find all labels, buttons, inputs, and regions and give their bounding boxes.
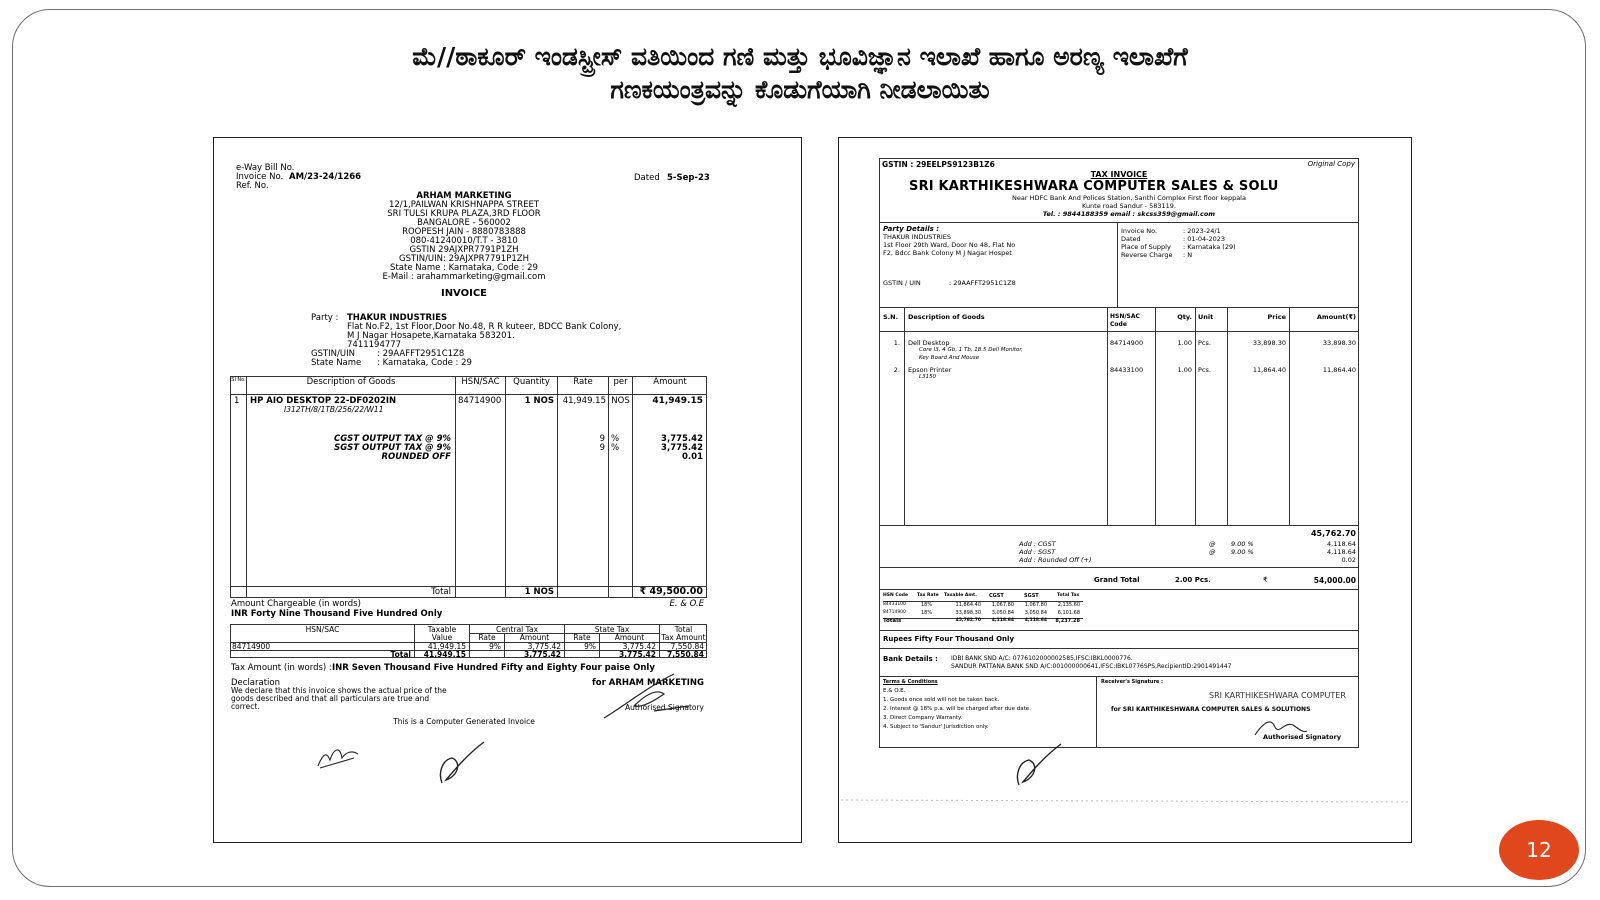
item-hsn: 84714900 (458, 396, 502, 406)
meta-place: : Karnataka (29) (1183, 243, 1236, 251)
tax-total-state: 3,775.42 (618, 650, 656, 659)
party-details-label: Party Details : (883, 225, 940, 233)
meta-label-invoice-no: Invoice No. (1121, 227, 1158, 235)
item-amount: 41,949.15 (652, 396, 703, 406)
item-rate: 41,949.15 (562, 396, 606, 406)
col-rule (1195, 307, 1196, 525)
add-sgst-label: Add : SGST (1019, 548, 1056, 556)
eway-bill-label: e-Way Bill No. (236, 163, 295, 173)
dated-label: Dated (634, 173, 660, 183)
proprietor-signature (1249, 713, 1309, 743)
tax-row-rate: 18% (921, 602, 933, 608)
terms-item: 1. Goods once sold will not be taken back. (883, 697, 1000, 703)
item-hsn: 84714900 (1110, 339, 1144, 347)
declaration-text: We declare that this invoice shows the actual price of the (231, 686, 447, 695)
seller-line: GSTIN/UIN: 29AJXPR7791P1ZH (399, 254, 529, 264)
col-header-per: per (613, 377, 628, 387)
item-per: NOS (611, 396, 630, 406)
initials-signature (314, 738, 364, 773)
tax-row-state-rate: 9% (584, 642, 596, 651)
col-header-hsn: HSN/SAC (461, 377, 500, 387)
party-address: F2, Bdcc Bank Colony M J Nagar Hospet (883, 249, 1012, 257)
tax-row-taxable: 33,898.30 (955, 610, 981, 616)
cgst-amount: 3,775.42 (661, 434, 703, 444)
party-name: THAKUR INDUSTRIES (347, 313, 448, 323)
sgst-label: SGST OUTPUT TAX @ 9% (334, 443, 451, 453)
meta-dated: : 01-04-2023 (1183, 235, 1226, 243)
tax-row-hsn: 84433100 (883, 602, 906, 607)
tax-total-amount: 8,237.28 (1055, 618, 1080, 624)
col-header-price: Price (1267, 313, 1286, 321)
receiver-signature-label: Receiver's Signature : (1101, 679, 1164, 685)
bank-line: SANDUR PATTANA BANK SND A/C:001000000641,IFSC:IBKL0776SPS,RecipientID:2901491447 (951, 663, 1232, 670)
col-header-quantity: Quantity (513, 377, 550, 387)
terms-divider (1096, 676, 1097, 748)
tax-total-taxable: 41,949.15 (423, 650, 466, 659)
seller-line: ROOPESH JAIN - 8880783888 (402, 227, 526, 237)
item-spec: I312TH/8/1TB/256/22/W11 (284, 405, 384, 414)
seller-name: ARHAM MARKETING (416, 191, 512, 201)
item-unit: Pcs. (1198, 339, 1211, 347)
item-spec: L3150 (919, 374, 937, 380)
tax-row-cgst: 1,067.80 (991, 602, 1014, 608)
tax-invoice-heading: TAX INVOICE (1090, 170, 1148, 179)
tax-row-total: 6,101.68 (1057, 610, 1080, 616)
tax-header-hsn: HSN Code (883, 593, 909, 598)
item-hsn: 84433100 (1110, 366, 1144, 374)
tax-row-taxable: 41,949.15 (427, 642, 466, 651)
item-amount: 33,898.30 (1322, 339, 1356, 347)
items-header-rule (879, 331, 1359, 332)
col-rule (557, 376, 558, 598)
terms-item: 4. Subject to 'Sandur' Jurisdiction only. (883, 724, 989, 730)
col-header-rate: Rate (573, 377, 593, 387)
bank-top-rule (879, 648, 1359, 649)
for-seller: for ARHAM MARKETING (592, 678, 704, 688)
item-qty: 1.00 (1177, 366, 1192, 374)
tax-header-central: Central Tax (495, 625, 539, 634)
add-cgst-rate: 9.00 % (1231, 540, 1254, 548)
tax-header-total: Total (674, 625, 693, 634)
invoice-no: AM/23-24/1266 (289, 172, 362, 182)
seller-address: Near HDFC Bank And Polices Station, Santhi Complex First floor keppala (1012, 194, 1246, 202)
tax-words-label: Tax Amount (in words) : (231, 663, 332, 673)
company-stamp-text: SRI KARTHIKESHWARA COMPUTER (1209, 691, 1346, 700)
col-header-amount: Amount (653, 377, 687, 387)
cgst-label: CGST OUTPUT TAX @ 9% (333, 434, 451, 444)
party-gstin: : 29AAFFT2951C1Z8 (377, 349, 465, 359)
authorised-signatory: Authorised Signatory (624, 703, 704, 712)
sgst-amount: 3,775.42 (661, 443, 703, 453)
party-address: 1st Floor 29th Ward, Door No 48, Flat No (883, 241, 1016, 249)
party-meta-divider (1117, 222, 1118, 307)
col-header-slno: Sl No. (231, 377, 246, 383)
tax-header-cgst: CGST (989, 593, 1004, 599)
ref-no-label: Ref. No. (236, 181, 269, 191)
tax-header-value: Value (431, 633, 453, 642)
seller-gstin: GSTIN : 29EELPS9123B1Z6 (882, 160, 995, 169)
grand-total-currency: ₹ (1263, 576, 1268, 584)
for-seller: for SRI KARTHIKESHWARA COMPUTER SALES & SOLUTIONS (1111, 706, 1311, 713)
item-amount: 11,864.40 (1322, 366, 1356, 374)
col-header-qty: Qty. (1177, 313, 1192, 321)
terms-label: Terms & Conditions (883, 679, 938, 685)
col-header-description: Description of Goods (908, 313, 985, 321)
tax-row-hsn: 84714900 (883, 610, 906, 615)
tax-row-total: 2,135.60 (1057, 602, 1080, 608)
col-rule (904, 307, 905, 525)
col-header-hsn: HSN/SAC Code (1110, 313, 1140, 328)
grand-total-qty: 2.00 Pcs. (1175, 576, 1211, 584)
tax-in-words: INR Seven Thousand Five Hundred Fifty and Eighty Four paise Only (332, 663, 655, 673)
terms-item: 3. Direct Company Warranty. (883, 715, 963, 721)
tax-header-total: Total Tax (1057, 593, 1080, 598)
item-qty: 1.00 (1177, 339, 1192, 347)
bank-details-label: Bank Details : (883, 655, 938, 663)
total-quantity: 1 NOS (524, 587, 554, 597)
tax-header-taxable: Taxable Amt. (944, 593, 977, 598)
tax-header-hsn: HSN/SAC (305, 625, 340, 634)
add-sgst-value: 4,118.64 (1327, 548, 1356, 556)
item-price: 11,864.40 (1252, 366, 1286, 374)
grand-total-bottom-rule (879, 589, 1359, 590)
tax-row-taxable: 11,864.40 (955, 602, 981, 608)
item-name: HP AIO DESKTOP 22-DF0202IN (250, 396, 397, 406)
col-rule (246, 376, 247, 598)
invoice-date: 5-Sep-23 (667, 173, 710, 183)
page-number: 12 (1526, 838, 1552, 862)
meta-label-reverse: Reverse Charge (1121, 251, 1173, 259)
tax-header-sgst: SGST (1024, 593, 1039, 599)
seller-contact: Tel. : 9844188359 email : skcss359@gmail.com (1042, 210, 1216, 218)
amount-in-words: Rupees Fifty Four Thousand Only (883, 635, 1015, 643)
item-name: Dell Desktop (908, 339, 950, 347)
col-rule (505, 376, 506, 598)
tax-header-central-amount: Amount (519, 633, 550, 642)
party-name: THAKUR INDUSTRIES (883, 233, 952, 241)
tax-header-state: State Tax (594, 625, 630, 634)
declaration-text: goods described and that all particulars are true and (231, 694, 430, 703)
tax-row-hsn: 84714900 (232, 642, 271, 651)
add-cgst-value: 4,118.64 (1327, 540, 1356, 548)
tax-header-state-rate: Rate (573, 633, 591, 642)
tax-row-sgst: 1,067.80 (1024, 602, 1047, 608)
mini-tax-rule (883, 601, 1083, 602)
col-header-amount: Amount(₹) (1316, 313, 1356, 321)
add-cgst-at: @ (1209, 540, 1216, 548)
tax-header-state-amount: Amount (614, 633, 645, 642)
meta-invoice-no: : 2023-24/1 (1183, 227, 1221, 235)
terms-item: 2. Interest @ 18% p.a. will be charged after due date. (883, 706, 1031, 712)
tax-header-central-rate: Rate (478, 633, 496, 642)
seller-line: SRI TULSI KRUPA PLAZA,3RD FLOOR (387, 209, 541, 219)
original-copy: Original Copy (1307, 160, 1355, 168)
col-header-sn: S.N. (883, 313, 899, 321)
eoe: E. & O.E (669, 599, 704, 609)
items-bottom-rule (879, 525, 1359, 526)
tax-row-central-amount: 3,775.42 (527, 642, 561, 651)
tax-header-tax-amount: Tax Amount (661, 633, 706, 642)
col-header-unit: Unit (1198, 313, 1214, 321)
tax-total-sgst: 4,118.64 (1024, 618, 1047, 623)
total-amount: ₹ 49,500.00 (639, 586, 703, 597)
cgst-pct: % (611, 434, 620, 444)
col-rule (455, 376, 456, 598)
item-name: Epson Printer (908, 366, 952, 374)
add-sgst-at: @ (1209, 548, 1216, 556)
col-header-description: Description of Goods (306, 377, 396, 387)
party-label: Party : (311, 313, 339, 323)
grand-total-label: Grand Total (1094, 576, 1140, 584)
item-sl-no: 1 (234, 396, 240, 406)
party-gstin-label: GSTIN/UIN (311, 349, 355, 359)
authorised-signature-scrawl (594, 666, 704, 726)
col-rule (1107, 307, 1108, 525)
words-top-rule (879, 630, 1359, 631)
tax-row-rate: 18% (921, 610, 933, 616)
total-label: Total (431, 587, 451, 597)
slide-title-line-2: ಗಣಕಯಂತ್ರವನ್ನು ಕೊಡುಗೆಯಾಗಿ ನೀಡಲಾಯಿತು (610, 75, 990, 104)
table-header-rule (230, 394, 707, 395)
party-state: : Karnataka, Code : 29 (377, 358, 472, 368)
sgst-pct: % (611, 443, 620, 453)
header-rule (879, 222, 1359, 223)
tax-row-state-amount: 3,775.42 (622, 642, 656, 651)
tax-total-label: Total (390, 650, 411, 659)
party-address: M J Nagar Hosapete,Karnataka 583201. (347, 331, 515, 341)
scan-noise-strip (839, 788, 1412, 808)
tax-row-central-rate: 9% (489, 642, 501, 651)
party-gstin-label: GSTIN / UIN (883, 279, 921, 287)
seller-line: GSTIN 29AJXPR7791P1ZH (409, 245, 519, 255)
declaration-text: correct. (231, 702, 260, 711)
party-address: Flat No.F2, 1st Floor,Door No.48, R R kuteer, BDCC Bank Colony, (347, 322, 622, 332)
seller-line: E-Mail : arahammarketing@gmail.com (382, 272, 546, 282)
party-gstin: : 29AAFFT2951C1Z8 (949, 279, 1016, 287)
item-spec: Key Board And Mouse (919, 355, 980, 361)
terms-top-rule (879, 676, 1359, 677)
rounded-off-label: ROUNDED OFF (381, 452, 451, 462)
add-rounded-label: Add : Rounded Off (+) (1019, 556, 1092, 564)
add-cgst-label: Add : CGST (1019, 540, 1056, 548)
seller-line: 12/1,PAILWAN KRISHNAPPA STREET (388, 200, 540, 210)
seller-line: 080-41240010/T.T - 3810 (410, 236, 518, 246)
meta-label-place: Place of Supply (1121, 243, 1171, 251)
slide-title-line-1: ಮೆ//ಠಾಕೂರ್ ಇಂಡಸ್ಟ್ರೀಸ್ ವತಿಯಿಂದ ಗಣಿ ಮತ್ತು ಭೂವಿಜ್ಞಾನ ಇಲಾಖೆ ಹಾಗೂ ಅರಣ್ಯ ಇಲಾಖೆಗೆ (412, 42, 1188, 71)
slide-title (200, 40, 1400, 106)
rounded-off-amount: 0.01 (682, 452, 703, 462)
tax-header-rate: Tax Rate (917, 593, 939, 598)
col-rule (608, 376, 609, 598)
tax-header-taxable: Taxable (427, 625, 457, 634)
declaration-label: Declaration (231, 678, 281, 688)
terms-item: E.& O.E. (883, 688, 906, 694)
item-sn: 2. (893, 366, 900, 374)
add-rounded-value: 0.02 (1341, 556, 1356, 564)
grand-total-rule (879, 567, 1359, 568)
item-price: 33,898.30 (1252, 339, 1286, 347)
item-quantity: 1 NOS (524, 396, 554, 406)
seller-name: SRI KARTHIKESHWARA COMPUTER SALES & SOLU (909, 179, 1279, 194)
invoice-no-label: Invoice No. (236, 172, 284, 182)
bank-line: IDBI BANK SND A/C: 0776102000002585,IFSC:IBKL0000776. (951, 655, 1133, 662)
item-spec: Core I3, 4 Gb, 1 Tb, 18.5 Dell Monitor, (919, 347, 1023, 353)
page-number-badge (1499, 820, 1579, 880)
sgst-rate: 9 (599, 443, 605, 453)
amount-words-label: Amount Chargeable (in words) (231, 599, 361, 609)
tax-total-cgst: 4,118.64 (991, 618, 1014, 623)
seller-address: Kunte road Sandur - 583119. (1082, 202, 1176, 210)
tax-row-cgst: 3,050.84 (991, 610, 1014, 616)
cgst-rate: 9 (599, 434, 605, 444)
col-rule (632, 376, 633, 598)
tax-total-taxable: 45,762.70 (955, 618, 981, 623)
tax-total-label: Totals (883, 618, 902, 624)
tax-total-central: 3,775.42 (523, 650, 561, 659)
invoice-heading: INVOICE (440, 288, 488, 299)
add-sgst-rate: 9.00 % (1231, 548, 1254, 556)
tax-row-sgst: 3,050.84 (1024, 610, 1047, 616)
invoice-image-arham (213, 137, 802, 843)
amount-in-words: INR Forty Nine Thousand Five Hundred Only (231, 609, 443, 619)
seller-line: State Name : Karnataka, Code : 29 (390, 263, 538, 273)
seller-line: BANGALORE - 560002 (417, 218, 511, 228)
item-sn: 1. (893, 339, 900, 347)
items-top-rule (879, 307, 1359, 308)
tax-total-amount: 7,550.84 (666, 650, 704, 659)
meta-reverse: : N (1183, 251, 1193, 259)
grand-total: 54,000.00 (1313, 576, 1356, 585)
tax-row-total: 7,550.84 (670, 642, 704, 651)
signature-mark (432, 738, 492, 788)
computer-generated-note: This is a Computer Generated Invoice (393, 717, 535, 726)
signature-mark (1009, 740, 1069, 790)
meta-label-dated: Dated (1121, 235, 1141, 243)
party-phone: 7411194777 (347, 340, 402, 350)
party-state-label: State Name (311, 358, 362, 368)
subtotal: 45,762.70 (1310, 529, 1356, 538)
item-unit: Pcs. (1198, 366, 1211, 374)
authorised-signatory: Authorised Signatory (1263, 733, 1342, 741)
invoice-image-karthikeshwara (838, 137, 1412, 843)
